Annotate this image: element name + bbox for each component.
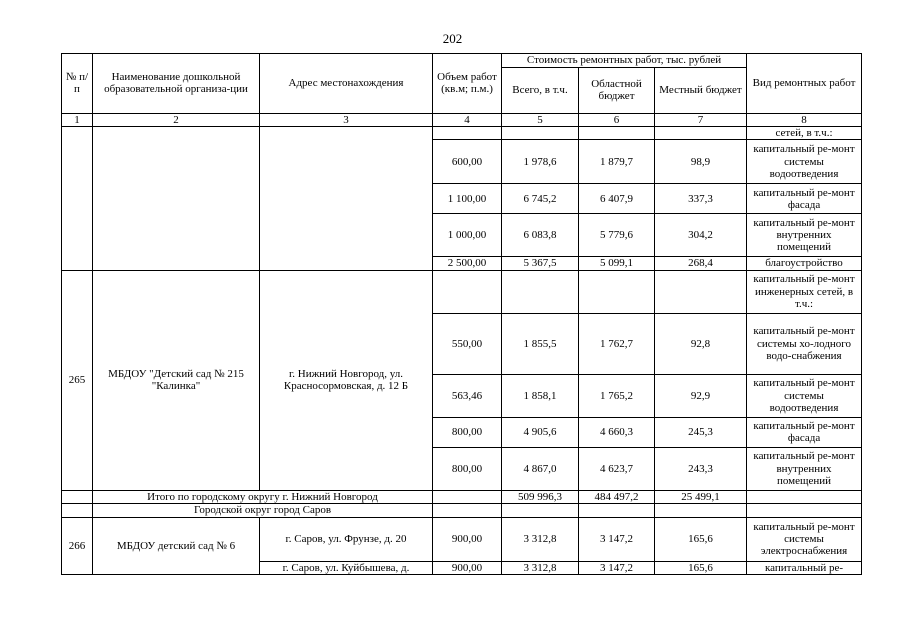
cell-num-empty bbox=[62, 504, 93, 518]
cell-local: 98,9 bbox=[655, 140, 747, 184]
table-row bbox=[62, 517, 862, 561]
cell-volume-empty bbox=[433, 504, 502, 518]
cell-volume: 2 500,00 bbox=[433, 257, 502, 271]
cell-kind-empty bbox=[747, 504, 862, 518]
cell-volume: 900,00 bbox=[433, 561, 502, 575]
subtotal-local: 25 499,1 bbox=[655, 490, 747, 504]
subtotal-total: 509 996,3 bbox=[502, 490, 579, 504]
cell-total: 5 367,5 bbox=[502, 257, 579, 271]
cell-kind: капитальный ре-монт системы водоотведения bbox=[747, 140, 862, 184]
subtotal-label: Итого по городскому округу г. Нижний Новгород bbox=[93, 490, 433, 504]
cell-total: 4 867,0 bbox=[502, 447, 579, 490]
col-number: 7 bbox=[655, 113, 747, 127]
cell-address: г. Саров, ул. Куйбышева, д. bbox=[260, 561, 433, 575]
district-label: Городской округ город Саров bbox=[93, 504, 433, 518]
cell-regional: 4 660,3 bbox=[579, 417, 655, 447]
header-volume: Объем работ (кв.м; п.м.) bbox=[433, 54, 502, 114]
cell-total: 1 855,5 bbox=[502, 313, 579, 374]
col-number: 5 bbox=[502, 113, 579, 127]
cell-total: 1 858,1 bbox=[502, 374, 579, 417]
cell-regional: 5 779,6 bbox=[579, 214, 655, 257]
cell-address: г. Саров, ул. Фрунзе, д. 20 bbox=[260, 517, 433, 561]
cell-org-empty bbox=[93, 127, 260, 271]
cell-regional bbox=[579, 127, 655, 140]
cell-regional: 1 879,7 bbox=[579, 140, 655, 184]
cell-num: 265 bbox=[62, 270, 93, 490]
cell-local bbox=[655, 270, 747, 313]
cell-regional: 4 623,7 bbox=[579, 447, 655, 490]
col-number: 1 bbox=[62, 113, 93, 127]
cell-local: 337,3 bbox=[655, 184, 747, 214]
cell-kind: благоустройство bbox=[747, 257, 862, 271]
cell-kind: капитальный ре-монт системы водоотведения bbox=[747, 374, 862, 417]
header-local: Местный бюджет bbox=[655, 67, 747, 113]
cell-kind: капитальный ре-монт системы хо-лодного водо-снабжения bbox=[747, 313, 862, 374]
cell-kind: капитальный ре-монт инженерных сетей, в т.ч.: bbox=[747, 270, 862, 313]
col-number: 6 bbox=[579, 113, 655, 127]
cell-local: 92,9 bbox=[655, 374, 747, 417]
cell-regional: 5 099,1 bbox=[579, 257, 655, 271]
col-number: 2 bbox=[93, 113, 260, 127]
cell-volume: 800,00 bbox=[433, 417, 502, 447]
cell-volume: 900,00 bbox=[433, 517, 502, 561]
col-number: 3 bbox=[260, 113, 433, 127]
cell-total: 6 745,2 bbox=[502, 184, 579, 214]
cell-total: 4 905,6 bbox=[502, 417, 579, 447]
cell-volume: 1 000,00 bbox=[433, 214, 502, 257]
cell-total bbox=[502, 127, 579, 140]
col-number: 4 bbox=[433, 113, 502, 127]
cell-num-empty bbox=[62, 127, 93, 271]
cell-num: 266 bbox=[62, 517, 93, 575]
cell-total-empty bbox=[502, 504, 579, 518]
cell-local: 245,3 bbox=[655, 417, 747, 447]
cell-total: 6 083,8 bbox=[502, 214, 579, 257]
cell-kind: капитальный ре-монт системы электроснабжения bbox=[747, 517, 862, 561]
cell-local: 243,3 bbox=[655, 447, 747, 490]
cell-volume bbox=[433, 127, 502, 140]
cell-volume: 550,00 bbox=[433, 313, 502, 374]
cell-address: г. Нижний Новгород, ул. Красносормовская, д. 12 Б bbox=[260, 270, 433, 490]
cell-local: 92,8 bbox=[655, 313, 747, 374]
cell-local: 304,2 bbox=[655, 214, 747, 257]
cell-regional bbox=[579, 270, 655, 313]
header-cost-group: Стоимость ремонтных работ, тыс. рублей bbox=[502, 54, 747, 68]
cell-volume: 563,46 bbox=[433, 374, 502, 417]
cell-kind-empty bbox=[747, 490, 862, 504]
cell-regional: 1 762,7 bbox=[579, 313, 655, 374]
cell-regional-empty bbox=[579, 504, 655, 518]
cell-local bbox=[655, 127, 747, 140]
cell-kind: капитальный ре- bbox=[747, 561, 862, 575]
table-row bbox=[62, 127, 862, 140]
cell-regional: 3 147,2 bbox=[579, 561, 655, 575]
cell-total: 3 312,8 bbox=[502, 517, 579, 561]
cell-local-empty bbox=[655, 504, 747, 518]
cell-kind: сетей, в т.ч.: bbox=[747, 127, 862, 140]
header-kind: Вид ремонтных работ bbox=[747, 54, 862, 114]
header-org: Наименование дошкольной образовательной организа-ции bbox=[93, 54, 260, 114]
cell-total bbox=[502, 270, 579, 313]
cell-volume bbox=[433, 270, 502, 313]
header-address: Адрес местонахождения bbox=[260, 54, 433, 114]
cell-kind: капитальный ре-монт внутренних помещений bbox=[747, 447, 862, 490]
cell-org: МБДОУ "Детский сад № 215 "Калинка" bbox=[93, 270, 260, 490]
col-number: 8 bbox=[747, 113, 862, 127]
cell-local: 268,4 bbox=[655, 257, 747, 271]
cell-local: 165,6 bbox=[655, 561, 747, 575]
cell-regional: 1 765,2 bbox=[579, 374, 655, 417]
header-num: № п/п bbox=[62, 54, 93, 114]
cell-num-empty bbox=[62, 490, 93, 504]
header-total: Всего, в т.ч. bbox=[502, 67, 579, 113]
table-row bbox=[62, 270, 862, 313]
cell-total: 3 312,8 bbox=[502, 561, 579, 575]
cell-kind: капитальный ре-монт внутренних помещений bbox=[747, 214, 862, 257]
cell-kind: капитальный ре-монт фасада bbox=[747, 417, 862, 447]
cell-regional: 6 407,9 bbox=[579, 184, 655, 214]
cell-address-empty bbox=[260, 127, 433, 271]
district-row bbox=[62, 504, 862, 518]
cell-volume: 800,00 bbox=[433, 447, 502, 490]
cell-total: 1 978,6 bbox=[502, 140, 579, 184]
cell-local: 165,6 bbox=[655, 517, 747, 561]
subtotal-row bbox=[62, 490, 862, 504]
cell-kind: капитальный ре-монт фасада bbox=[747, 184, 862, 214]
cell-volume-empty bbox=[433, 490, 502, 504]
page-number: 202 bbox=[442, 31, 463, 46]
cell-org: МБДОУ детский сад № 6 bbox=[93, 517, 260, 575]
cell-volume: 600,00 bbox=[433, 140, 502, 184]
cell-volume: 1 100,00 bbox=[433, 184, 502, 214]
column-number-row bbox=[62, 113, 862, 127]
header-regional: Областной бюджет bbox=[579, 67, 655, 113]
subtotal-regional: 484 497,2 bbox=[579, 490, 655, 504]
header-row-1 bbox=[62, 54, 862, 68]
cell-regional: 3 147,2 bbox=[579, 517, 655, 561]
repair-works-table bbox=[61, 53, 862, 575]
